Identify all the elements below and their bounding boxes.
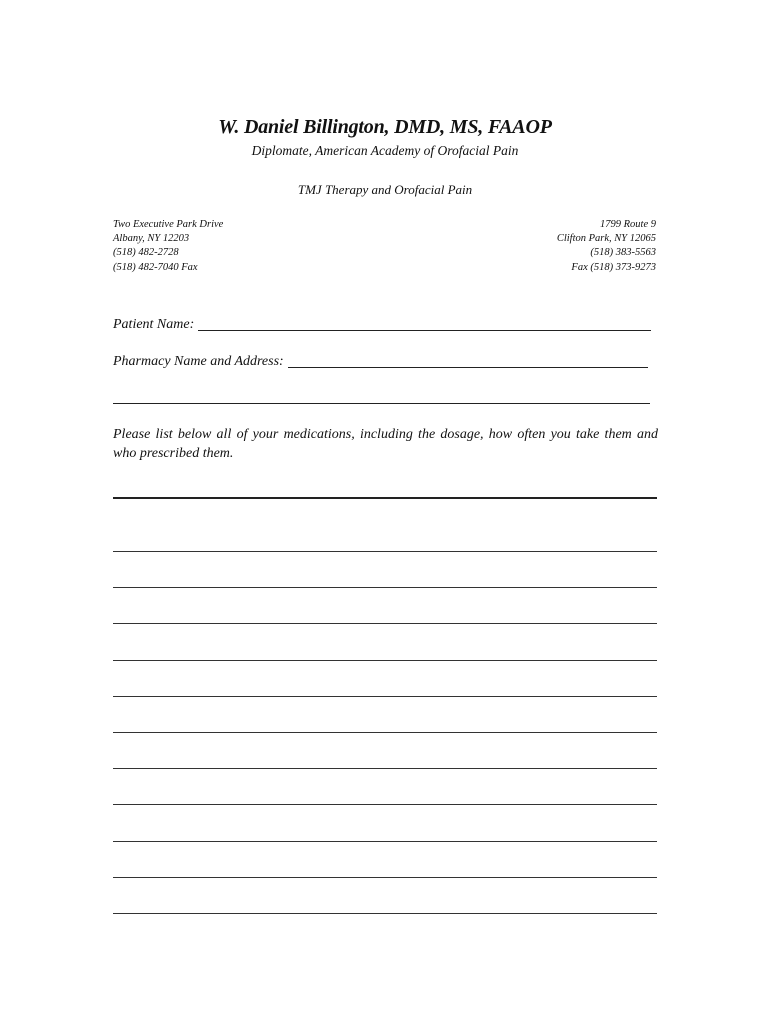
address-fax: (518) 482-7040 Fax (113, 261, 198, 273)
patient-name-row (113, 316, 651, 333)
medication-entry-line[interactable] (113, 587, 657, 588)
address-street: Two Executive Park Drive (113, 219, 224, 230)
address-city: Clifton Park, NY 12065 (556, 233, 656, 245)
medication-entry-line[interactable] (113, 841, 657, 842)
medication-entry-line[interactable] (113, 551, 657, 552)
specialty-heading: TMJ Therapy and Orofacial Pain (297, 182, 473, 197)
pharmacy-label: Pharmacy Name and Address: (113, 354, 284, 369)
address-fax: Fax (518) 373-9273 (571, 261, 656, 273)
medication-instructions: Please list below all of your medications, including the dosage, how often you take them and who prescribed them. (113, 427, 658, 461)
patient-name-label: Patient Name: (113, 317, 195, 332)
address-phone: (518) 383-5563 (590, 247, 656, 259)
patient-name-field[interactable] (198, 316, 651, 331)
office-address-albany (113, 218, 223, 275)
medication-entry-line[interactable] (113, 732, 657, 733)
pharmacy-address-line[interactable] (113, 403, 650, 404)
pharmacy-row (113, 353, 648, 370)
doctor-name-title: W. Daniel Billington, DMD, MS, FAAOP (218, 116, 552, 138)
medication-entry-line[interactable] (113, 804, 657, 805)
table-top-rule (113, 497, 657, 499)
pharmacy-field[interactable] (288, 353, 648, 368)
medication-entry-line[interactable] (113, 768, 657, 769)
medication-entry-line[interactable] (113, 913, 657, 914)
address-street: 1799 Route 9 (600, 219, 656, 230)
credential-subtitle: Diplomate, American Academy of Orofacial Pain (251, 143, 519, 158)
medication-entry-line[interactable] (113, 623, 657, 624)
medication-entry-line[interactable] (113, 660, 657, 661)
address-city: Albany, NY 12203 (113, 233, 190, 245)
address-phone: (518) 482-2728 (113, 247, 179, 259)
medication-entry-line[interactable] (113, 696, 657, 697)
medication-entry-line[interactable] (113, 877, 657, 878)
office-address-clifton-park (557, 218, 656, 275)
